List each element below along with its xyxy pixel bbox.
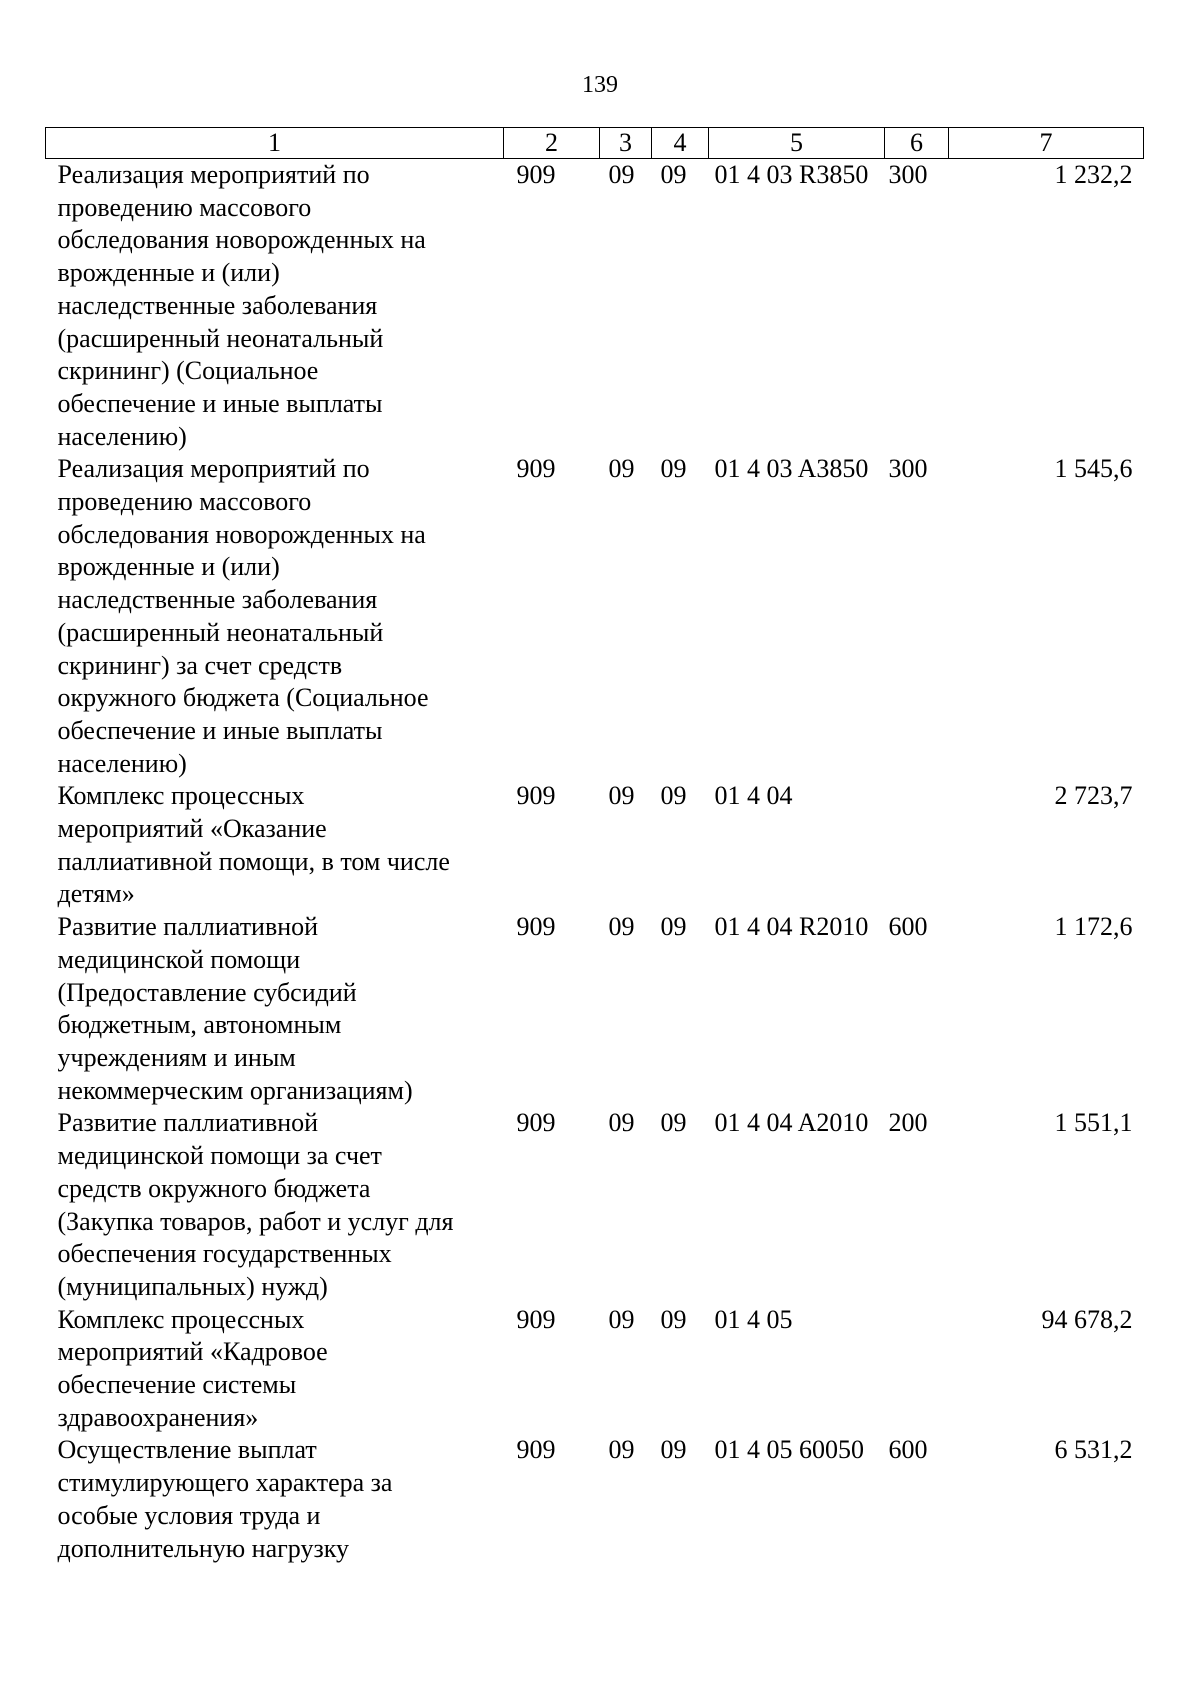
ministry-code: 909 (516, 454, 556, 484)
expense-name (46, 911, 504, 1107)
expense-name-line: дополнительную нагрузку (57, 1533, 349, 1563)
target-article-code: 01 4 04 R2010 (714, 912, 869, 942)
expense-name-line: обследования новорожденных на (57, 225, 426, 255)
expense-name-line: Комплекс процессных (57, 1304, 305, 1334)
target-article-code: 01 4 05 (714, 1304, 793, 1334)
subsection-code: 09 (660, 160, 687, 189)
expense-name (46, 1107, 504, 1303)
expense-name-line: Развитие паллиативной (57, 912, 319, 942)
expense-name-line: медицинской помощи за счет (57, 1141, 382, 1171)
subsection-code: 09 (660, 1304, 687, 1334)
amount-value: 1 232,2 (1054, 160, 1133, 189)
expense-name (46, 780, 504, 911)
column-header-type: 6 (885, 128, 949, 159)
ministry-code: 909 (516, 160, 556, 189)
expense-name-line: средств окружного бюджета (57, 1173, 371, 1203)
amount-value: 1 545,6 (1054, 454, 1133, 484)
expense-name-line: (Предоставление субсидий (57, 977, 357, 1007)
expense-name-line: обеспечения государственных (57, 1239, 392, 1269)
target-article-code: 01 4 04 A2010 (714, 1108, 869, 1138)
section-code: 09 (608, 781, 635, 811)
section-code: 09 (608, 454, 635, 484)
column-header-subsection: 4 (652, 128, 709, 159)
expense-name-line: Развитие паллиативной (57, 1108, 319, 1138)
expense-name-line: Осуществление выплат (57, 1435, 317, 1465)
expense-name-line: мероприятий «Оказание (57, 814, 327, 844)
ministry-code: 909 (516, 781, 556, 811)
column-header-name: 1 (46, 128, 504, 159)
column-header-amount: 7 (949, 128, 1144, 159)
table-header (46, 128, 1144, 159)
section-code: 09 (608, 912, 635, 942)
section-code: 09 (608, 1304, 635, 1334)
expense-name (46, 1304, 504, 1435)
expense-name-line: мероприятий «Кадровое (57, 1337, 328, 1367)
expense-name-line: бюджетным, автономным (57, 1010, 342, 1040)
amount-value: 1 551,1 (1054, 1108, 1133, 1138)
subsection-code: 09 (660, 1435, 687, 1465)
expense-name-line: некоммерческим организациям) (57, 1075, 413, 1105)
target-article-code: 01 4 03 R3850 (714, 160, 869, 189)
column-header-section: 3 (600, 128, 652, 159)
expense-name-line: (муниципальных) нужд) (57, 1271, 328, 1301)
expense-name-line: обеспечение и иные выплаты (57, 388, 383, 418)
subsection-code: 09 (660, 1108, 687, 1138)
expense-name-line: паллиативной помощи, в том числе (57, 846, 450, 876)
column-header-target: 5 (709, 128, 885, 159)
column-header-ministry: 2 (504, 128, 600, 159)
section-code: 09 (608, 160, 635, 189)
expense-name (46, 159, 504, 454)
expense-name (46, 453, 504, 780)
expense-name-line: Реализация мероприятий по (57, 160, 370, 189)
expense-name-line: обследования новорожденных на (57, 519, 426, 549)
ministry-code: 909 (516, 1435, 556, 1465)
target-article-code: 01 4 03 A3850 (714, 454, 869, 484)
expense-name-line: врожденные и (или) (57, 258, 280, 288)
target-article-code: 01 4 05 60050 (714, 1435, 864, 1465)
expense-name-line: скрининг) за счет средств (57, 650, 343, 680)
expense-name-line: обеспечение системы (57, 1370, 297, 1400)
table-row (46, 453, 1144, 780)
subsection-code: 09 (660, 781, 687, 811)
expense-name-line: стимулирующего характера за (57, 1468, 393, 1498)
budget-table (45, 127, 1144, 1565)
table-row (46, 159, 1144, 454)
expense-name-line: (расширенный неонатальный (57, 323, 384, 353)
expense-name-line: (расширенный неонатальный (57, 617, 384, 647)
expense-name-line: детям» (57, 879, 135, 909)
expense-name-line: Реализация мероприятий по (57, 454, 370, 484)
section-code: 09 (608, 1108, 635, 1138)
section-code: 09 (608, 1435, 635, 1465)
expense-type-code: 300 (888, 454, 928, 484)
expense-name-line: учреждениям и иным (57, 1042, 296, 1072)
table-row (46, 780, 1144, 911)
expense-name-line: (Закупка товаров, работ и услуг для (57, 1206, 454, 1236)
amount-value: 6 531,2 (1054, 1435, 1133, 1465)
header-row (46, 128, 1144, 159)
ministry-code: 909 (516, 912, 556, 942)
expense-name-line: наследственные заболевания (57, 585, 378, 615)
expense-name-line: окружного бюджета (Социальное (57, 683, 429, 713)
amount-value: 94 678,2 (1041, 1304, 1133, 1334)
expense-type-code: 300 (888, 160, 928, 189)
expense-type-code (885, 780, 949, 911)
expense-name-line: проведению массового (57, 487, 312, 517)
table-row (46, 1434, 1144, 1565)
expense-name-line: Комплекс процессных (57, 781, 305, 811)
table-row (46, 1304, 1144, 1435)
table-body (46, 159, 1144, 1566)
expense-name-line: здравоохранения» (57, 1402, 259, 1432)
expense-type-code: 600 (888, 1435, 928, 1465)
expense-name-line: скрининг) (Социальное (57, 356, 319, 386)
expense-type-code: 200 (888, 1108, 928, 1138)
page-number: 139 (582, 72, 618, 98)
expense-type-code (885, 1304, 949, 1435)
expense-name-line: обеспечение и иные выплаты (57, 715, 383, 745)
expense-name-line: врожденные и (или) (57, 552, 280, 582)
ministry-code: 909 (516, 1108, 556, 1138)
table-row (46, 1107, 1144, 1303)
target-article-code: 01 4 04 (714, 781, 793, 811)
expense-name (46, 1434, 504, 1565)
subsection-code: 09 (660, 912, 687, 942)
expense-name-line: особые условия труда и (57, 1500, 321, 1530)
ministry-code: 909 (516, 1304, 556, 1334)
subsection-code: 09 (660, 454, 687, 484)
amount-value: 2 723,7 (1054, 781, 1133, 811)
table-row (46, 911, 1144, 1107)
expense-name-line: населению) (57, 421, 187, 451)
expense-type-code: 600 (888, 912, 928, 942)
expense-name-line: населению) (57, 748, 187, 778)
amount-value: 1 172,6 (1054, 912, 1133, 942)
expense-name-line: проведению массового (57, 192, 312, 222)
expense-name-line: медицинской помощи (57, 944, 301, 974)
expense-name-line: наследственные заболевания (57, 290, 378, 320)
